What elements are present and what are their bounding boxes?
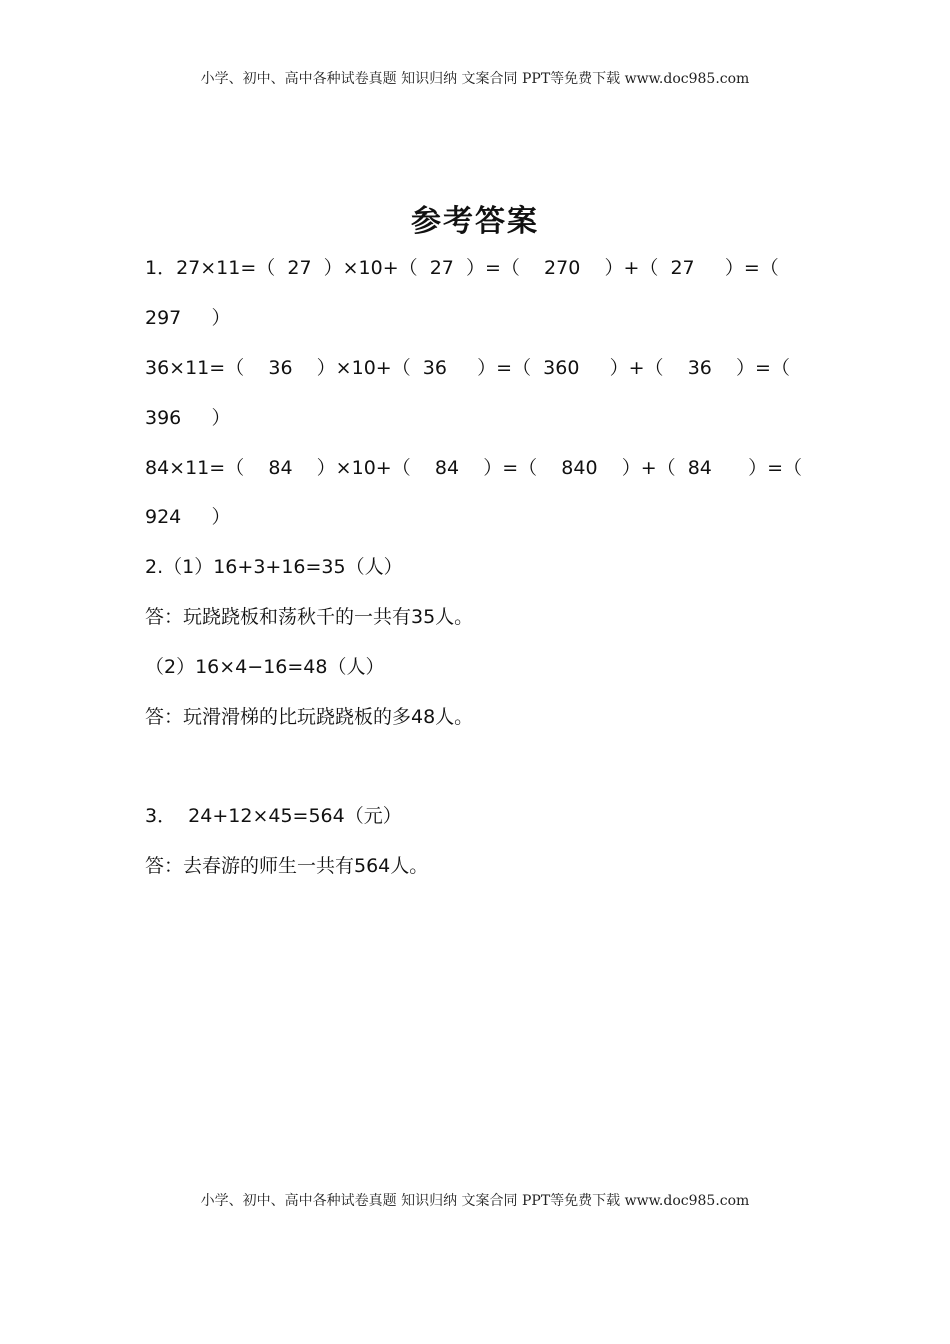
q1-row1-line2: 297 ） (145, 307, 231, 329)
q2-part2: （2）16×4−16=48（人） (145, 656, 385, 678)
page-footer: 小学、初中、高中各种试卷真题 知识归纳 文案合同 PPT等免费下载 www.doc985.com (200, 1193, 750, 1209)
q2-answer1: 答：玩跷跷板和荡秋千的一共有35人。 (145, 606, 474, 628)
q1-row1-line1: 1．27×11=（ 27 ）×10+（ 27 ）=（ 270 ）+（ 27 ）=（ (145, 257, 779, 279)
q1-row3-line2: 924 ） (145, 506, 231, 528)
q1-row2-line2: 396 ） (145, 407, 231, 429)
q3-answer: 答：去春游的师生一共有564人。 (145, 855, 429, 877)
page-title: 参考答案 (411, 204, 539, 239)
q1-row3-line1: 84×11=（ 84 ）×10+（ 84 ）=（ 840 ）+（ 84 ）=（ (145, 457, 803, 479)
page-header: 小学、初中、高中各种试卷真题 知识归纳 文案合同 PPT等免费下载 www.doc985.com (200, 71, 750, 87)
q1-row2-line1: 36×11=（ 36 ）×10+（ 36 ）=（ 360 ）+（ 36 ）=（ (145, 357, 790, 379)
q2-part1: 2.（1）16+3+16=35（人） (145, 556, 403, 578)
q2-answer2: 答：玩滑滑梯的比玩跷跷板的多48人。 (145, 706, 474, 728)
q3-formula: 3． 24+12×45=564（元） (145, 805, 402, 827)
